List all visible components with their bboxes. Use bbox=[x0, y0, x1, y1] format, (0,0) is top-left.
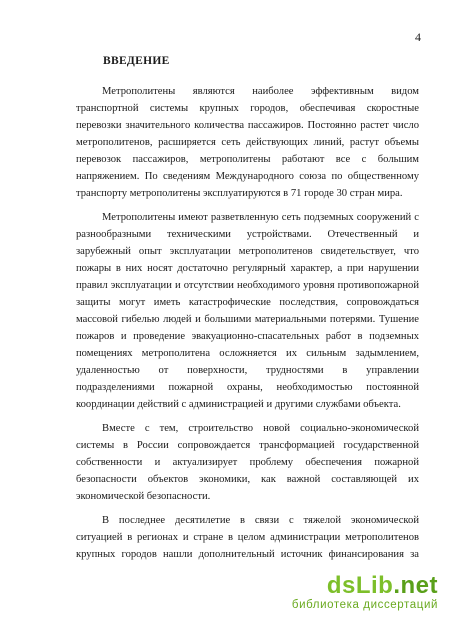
text-line: Метрополитены имеют разветвленную сеть подземных сооружений с bbox=[102, 212, 419, 223]
watermark-logo bbox=[292, 571, 438, 599]
text-line: разнообразными техническими устройствами. Отечественный и bbox=[76, 229, 419, 240]
text-line: транспортной системы крупных городов, обеспечивая скоростные bbox=[76, 103, 419, 114]
text-line: экономической безопасности. bbox=[76, 491, 211, 502]
watermark-subtitle: библиотека диссертаций bbox=[291, 598, 438, 611]
text-line: В последнее десятилетие в связи с тяжелой экономической bbox=[102, 515, 419, 526]
text-line: перевозки значительного количества пассажиров. Постоянно растет число bbox=[76, 120, 419, 131]
text-line: безопасности объектов экономики, как важной составляющей их bbox=[76, 474, 419, 485]
text-line: пожары в них носят достаточно регулярный характер, а при нарушении bbox=[76, 263, 419, 274]
page-number: 4 bbox=[415, 30, 421, 44]
text-line: метрополитенов, расширяется сеть действующих линий, растут объемы bbox=[76, 137, 419, 148]
paragraph-gap bbox=[76, 413, 419, 420]
text-line: пожаров и проведение эвакуационно-спасательных работ в подземных bbox=[76, 331, 419, 342]
paragraph-gap bbox=[76, 505, 419, 512]
watermark-logo-main: dsLib bbox=[326, 571, 394, 599]
text-line: зарубежный опыт эксплуатации метрополитенов свидетельствует, что bbox=[76, 246, 419, 257]
text-line: удаленностью от поверхности, трудностями в управлении bbox=[76, 365, 419, 376]
text-line: ситуацией в регионах и стране в целом администрации метрополитенов bbox=[76, 532, 419, 543]
text-line: системы в России сопровождается трансформацией государственной bbox=[76, 440, 419, 451]
text-line: массовой гибелью людей и большими материальными потерями. Тушение bbox=[76, 314, 419, 325]
section-heading: ВВЕДЕНИЕ bbox=[103, 55, 170, 67]
text-line: транспорту метрополитены эксплуатируются в 71 городе 30 стран мира. bbox=[76, 188, 403, 199]
text-line: координации действий с администрацией и другими службами объекта. bbox=[76, 399, 401, 410]
dslib-watermark bbox=[291, 571, 438, 612]
text-line: напряжением. По сведениям Международного союза по общественному bbox=[76, 171, 419, 182]
watermark-logo-tld: .net bbox=[393, 571, 438, 599]
text-line: перевозок пассажиров, метрополитены работают все с большим bbox=[76, 154, 419, 165]
paragraph-gap bbox=[76, 202, 419, 209]
text-line: защиты могут иметь катастрофические последствия, сопровождаться bbox=[76, 297, 419, 308]
body-text bbox=[76, 83, 419, 563]
text-line: подразделениями пожарной охраны, необходимостью постоянной bbox=[76, 382, 419, 393]
text-line: крупных городов нашли дополнительный источник финансирования за bbox=[76, 549, 419, 560]
text-line: Метрополитены являются наиболее эффективным видом bbox=[102, 86, 419, 97]
text-line: собственности и актуализирует проблему обеспечения пожарной bbox=[76, 457, 419, 468]
text-line: правил эксплуатации и отсутствии необходимого уровня противопожарной bbox=[76, 280, 419, 291]
text-line: помещениях метрополитена осложняется их сильным задымлением, bbox=[76, 348, 419, 359]
text-line: Вместе с тем, строительство новой социально-экономической bbox=[102, 423, 419, 434]
